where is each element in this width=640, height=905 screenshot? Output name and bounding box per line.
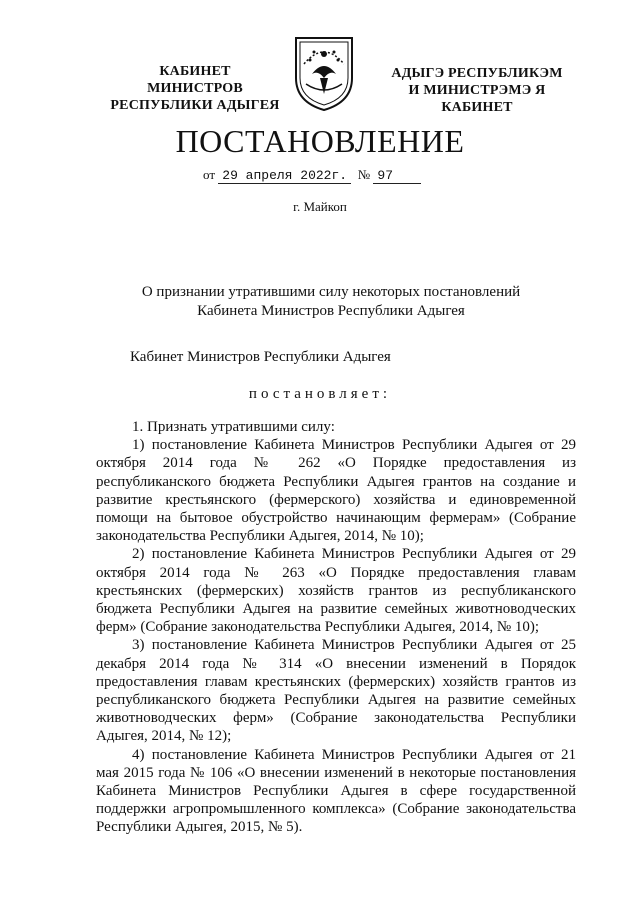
document-body <box>96 418 576 837</box>
date-value: 29 апреля 2022г. <box>218 168 351 184</box>
header-left-line1: КАБИНЕТ МИНИСТРОВ <box>147 64 243 96</box>
paragraph-1: 1. Признать утратившими силу: <box>132 419 335 435</box>
date-from-label: от <box>203 167 216 182</box>
date-number-line <box>203 167 483 184</box>
paragraph-4: 3) постановление Кабинета Министров Республики Адыгея от 25 декабря 2014 года № 314 «О внесении изменений в Порядок предоставления главам крестьянских (фермерских) хозяйств грантов из республиканского бюджета Республики Адыгея на развитие семейных животноводческих ферм» (Собрание законодательства Республики Адыгея, 2014, № 12); <box>96 637 576 745</box>
header-right-org <box>372 65 582 116</box>
subject-line2: Кабинета Министров Республики Адыгея <box>197 303 465 319</box>
intro-text: Кабинет Министров Республики Адыгея <box>130 349 391 365</box>
document-title: ПОСТАНОВЛЕНИЕ <box>175 123 465 159</box>
document-subject <box>96 283 566 321</box>
header-right-line1: АДЫГЭ РЕСПУБЛИКЭМ <box>391 66 563 81</box>
city-line: г. Майкоп <box>293 199 347 214</box>
number-value: 97 <box>373 168 421 184</box>
paragraph-5: 4) постановление Кабинета Министров Республики Адыгея от 21 мая 2015 года № 106 «О внесении изменений в некоторые постановления Кабинета Министров Республики Адыгея в сфере государственной поддержки агропромышленного комплекса» (Собрание законодательства Республики Адыгея, 2015, № 5). <box>96 746 576 836</box>
paragraph-3: 2) постановление Кабинета Министров Республики Адыгея от 29 октября 2014 года № 263 «О Порядке предоставления главам крестьянских (фермерских) хозяйств грантов из республиканского бюджета Республики Адыгея на развитие семейных животноводческих ферм» (Собрание законодательства Республики Адыгея, 2014, № 10); <box>96 546 576 636</box>
coat-of-arms-icon <box>290 34 358 112</box>
header-left-line2: РЕСПУБЛИКИ АДЫГЕЯ <box>110 98 280 113</box>
subject-line1: О признании утратившими силу некоторых постановлений <box>141 284 521 300</box>
header-left-org <box>110 63 280 114</box>
header-right-line2: И МИНИСТРЭМЭ Я КАБИНЕТ <box>408 83 546 115</box>
paragraph-2: 1) постановление Кабинета Министров Республики Адыгея от 29 октября 2014 года № 262 «О Порядке предоставления из республиканского бюджета Республики Адыгея грантов на создание и развитие крестьянского (фермерского) хозяйства и единовременной помощи на бытовое обустройство начинающим фермерам» (Собрание законодательства Республики Адыгея, 2014, № 10); <box>96 437 576 545</box>
number-label: № <box>357 167 371 182</box>
decree-word: постановляет: <box>248 386 392 402</box>
